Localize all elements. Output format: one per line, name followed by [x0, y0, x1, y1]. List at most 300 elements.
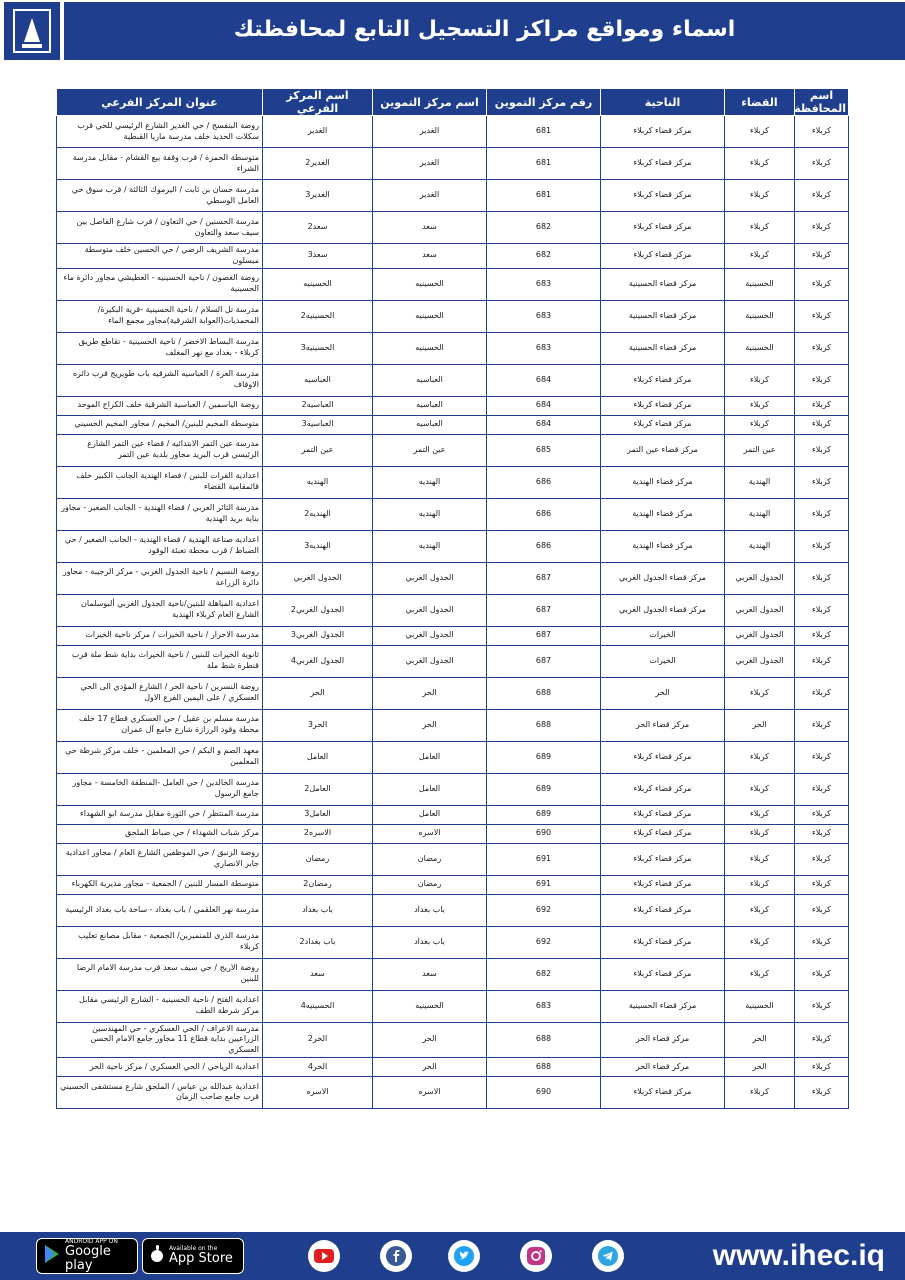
supply-center-number-cell: 683: [487, 300, 601, 332]
supply-center-number-cell: 688: [487, 709, 601, 741]
table-header-row: [57, 89, 849, 116]
supply-center-number-cell: 689: [487, 741, 601, 773]
branch-address-cell: متوسطة المخيم للبنين/ المخيم / مجاور المخيم الحسيني: [57, 415, 263, 434]
supply-center-number-cell: 681: [487, 148, 601, 180]
district-cell: كربلاء: [725, 741, 795, 773]
supply-center-number-cell: 683: [487, 268, 601, 300]
subdistrict-cell: مركز قضاء كربلاء: [601, 180, 725, 212]
supply-center-number-cell: 689: [487, 773, 601, 805]
branch-address-cell: اعدادية الرياحي / الحي العسكري / مركز ناحية الحر: [57, 1057, 263, 1076]
google-play-caption: ANDROID APP ON: [65, 1237, 118, 1245]
branch-center-name-cell: باب بغداد: [263, 894, 373, 926]
supply-center-name-cell: باب بغداد: [373, 926, 487, 958]
supply-center-number-cell: 692: [487, 894, 601, 926]
subdistrict-cell: مركز قضاء كربلاء: [601, 843, 725, 875]
branch-center-name-cell: الهنديه: [263, 466, 373, 498]
governorate-cell: كربلاء: [795, 805, 849, 824]
subdistrict-cell: مركز قضاء الحر: [601, 709, 725, 741]
governorate-cell: كربلاء: [795, 741, 849, 773]
table-row: [57, 466, 849, 498]
app-store-badge[interactable]: [142, 1238, 244, 1274]
telegram-icon[interactable]: [592, 1240, 624, 1272]
table-row: [57, 1076, 849, 1108]
table-row: [57, 498, 849, 530]
district-cell: الحسينية: [725, 990, 795, 1022]
subdistrict-cell: مركز قضاء كربلاء: [601, 958, 725, 990]
supply-center-name-cell: الحسينيه: [373, 300, 487, 332]
subdistrict-cell: مركز قضاء كربلاء: [601, 875, 725, 894]
table-row: [57, 148, 849, 180]
district-cell: كربلاء: [725, 677, 795, 709]
branch-address-cell: مدرسة الذرى للمتميزين/ الجمعية - مقابل مصانع تعليب كربلاء: [57, 926, 263, 958]
branch-address-cell: ثانوية الخيرات للبنين / ناحية الخيرات بداية شط ملة قرب قنطرة شط ملة: [57, 645, 263, 677]
branch-center-name-cell: الجدول الغربي4: [263, 645, 373, 677]
subdistrict-cell: مركز قضاء الحر: [601, 1057, 725, 1076]
table-row: [57, 268, 849, 300]
supply-center-number-cell: 688: [487, 1022, 601, 1057]
supply-center-name-cell: الجدول الغربي: [373, 562, 487, 594]
governorate-cell: كربلاء: [795, 415, 849, 434]
website-link[interactable]: www.ihec.iq: [712, 1239, 885, 1272]
subdistrict-cell: مركز قضاء الهندية: [601, 530, 725, 562]
governorate-cell: كربلاء: [795, 894, 849, 926]
table-row: [57, 824, 849, 843]
governorate-cell: كربلاء: [795, 300, 849, 332]
branch-center-name-cell: العامل: [263, 741, 373, 773]
column-header: عنوان المركز الفرعي: [57, 89, 263, 116]
governorate-cell: كربلاء: [795, 244, 849, 269]
district-cell: كربلاء: [725, 958, 795, 990]
column-header: اسم المركز الفرعي: [263, 89, 373, 116]
branch-center-name-cell: الاسره2: [263, 824, 373, 843]
branch-address-cell: مدرسة الحسنين / حي التعاون / قرب شارع الفاصل بين سيف سعد والتعاون: [57, 212, 263, 244]
table-row: [57, 773, 849, 805]
branch-center-name-cell: سعد3: [263, 244, 373, 269]
table-row: [57, 116, 849, 148]
supply-center-number-cell: 687: [487, 562, 601, 594]
governorate-cell: كربلاء: [795, 364, 849, 396]
table-row: [57, 396, 849, 415]
branch-address-cell: متوسطة المسار للبنين / الجمعية - مجاور مديرية الكهرباء: [57, 875, 263, 894]
branch-center-name-cell: الحسينيه: [263, 268, 373, 300]
supply-center-number-cell: 684: [487, 396, 601, 415]
supply-center-name-cell: الحسينيه: [373, 268, 487, 300]
subdistrict-cell: مركز قضاء الحسينية: [601, 268, 725, 300]
district-cell: كربلاء: [725, 244, 795, 269]
district-cell: الحر: [725, 709, 795, 741]
branch-address-cell: مركز شباب الشهداء / حي ضباط الملحق: [57, 824, 263, 843]
supply-center-number-cell: 681: [487, 116, 601, 148]
subdistrict-cell: مركز قضاء كربلاء: [601, 773, 725, 805]
district-cell: الحسينية: [725, 332, 795, 364]
district-cell: كربلاء: [725, 180, 795, 212]
supply-center-name-cell: عين التمر: [373, 434, 487, 466]
governorate-cell: كربلاء: [795, 1057, 849, 1076]
subdistrict-cell: مركز قضاء كربلاء: [601, 741, 725, 773]
branch-center-name-cell: سعد2: [263, 212, 373, 244]
branch-center-name-cell: الجدول الغربي: [263, 562, 373, 594]
column-header: رقم مركز التموين: [487, 89, 601, 116]
district-cell: الحسينية: [725, 268, 795, 300]
supply-center-name-cell: الحر: [373, 1022, 487, 1057]
table-row: [57, 875, 849, 894]
district-cell: كربلاء: [725, 415, 795, 434]
supply-center-number-cell: 691: [487, 875, 601, 894]
supply-center-number-cell: 685: [487, 434, 601, 466]
governorate-cell: كربلاء: [795, 677, 849, 709]
branch-address-cell: مدرسة الاحرار / ناحية الخيرات / مركز ناحية الخيرات: [57, 626, 263, 645]
table-row: [57, 364, 849, 396]
governorate-cell: كربلاء: [795, 626, 849, 645]
supply-center-number-cell: 687: [487, 594, 601, 626]
district-cell: الحسينية: [725, 300, 795, 332]
table-row: [57, 300, 849, 332]
supply-center-name-cell: العباسيه: [373, 415, 487, 434]
table-row: [57, 180, 849, 212]
footer: [0, 1232, 905, 1280]
governorate-cell: كربلاء: [795, 396, 849, 415]
supply-center-name-cell: الغدير: [373, 180, 487, 212]
governorate-cell: كربلاء: [795, 824, 849, 843]
google-play-icon: [43, 1244, 61, 1268]
supply-center-name-cell: سعد: [373, 244, 487, 269]
district-cell: كربلاء: [725, 116, 795, 148]
branch-center-name-cell: رمضان: [263, 843, 373, 875]
governorate-cell: كربلاء: [795, 990, 849, 1022]
district-cell: كربلاء: [725, 148, 795, 180]
supply-center-number-cell: 682: [487, 958, 601, 990]
branch-center-name-cell: الجدول الغربي2: [263, 594, 373, 626]
supply-center-number-cell: 686: [487, 498, 601, 530]
subdistrict-cell: مركز قضاء كربلاء: [601, 805, 725, 824]
governorate-cell: كربلاء: [795, 709, 849, 741]
subdistrict-cell: مركز قضاء كربلاء: [601, 415, 725, 434]
branch-address-cell: مدرسة الشريف الرضي / حي الحسين خلف متوسطة ميسلون: [57, 244, 263, 269]
district-cell: الجدول الغربي: [725, 562, 795, 594]
supply-center-number-cell: 684: [487, 364, 601, 396]
column-header: الناحية: [601, 89, 725, 116]
youtube-icon[interactable]: [308, 1240, 340, 1272]
subdistrict-cell: مركز قضاء كربلاء: [601, 212, 725, 244]
governorate-cell: كربلاء: [795, 645, 849, 677]
governorate-cell: كربلاء: [795, 875, 849, 894]
supply-center-number-cell: 691: [487, 843, 601, 875]
supply-center-number-cell: 682: [487, 212, 601, 244]
branch-center-name-cell: الحسينيه2: [263, 300, 373, 332]
district-cell: الهندية: [725, 466, 795, 498]
subdistrict-cell: الخيرات: [601, 626, 725, 645]
branch-center-name-cell: الهنديه3: [263, 530, 373, 562]
governorate-cell: كربلاء: [795, 466, 849, 498]
table-row: [57, 332, 849, 364]
branch-center-name-cell: الحر2: [263, 1022, 373, 1057]
supply-center-number-cell: 689: [487, 805, 601, 824]
branch-address-cell: مدرسة تل السلام / ناحية الحسينية -قرية البكيرة/ المحمديات(العوابة الشرقية)مجاور مجمع الماء: [57, 300, 263, 332]
apple-icon: [149, 1244, 165, 1268]
supply-center-name-cell: العباسيه: [373, 396, 487, 415]
district-cell: الحر: [725, 1057, 795, 1076]
supply-center-name-cell: الاسره: [373, 824, 487, 843]
subdistrict-cell: مركز قضاء الحسينية: [601, 300, 725, 332]
branch-center-name-cell: الحر4: [263, 1057, 373, 1076]
branch-address-cell: متوسطة الحمزة / قرب وقفة بيع القشام - مقابل مدرسة الشراء: [57, 148, 263, 180]
branch-center-name-cell: الجدول الغربي3: [263, 626, 373, 645]
supply-center-number-cell: 686: [487, 466, 601, 498]
table-row: [57, 626, 849, 645]
subdistrict-cell: مركز قضاء كربلاء: [601, 824, 725, 843]
subdistrict-cell: مركز قضاء كربلاء: [601, 926, 725, 958]
branch-address-cell: مدرسة الخالدين / حي العامل -المنطقة الخامسة - مجاور جامع الرسول: [57, 773, 263, 805]
branch-address-cell: روضة النسرين / ناحية الحر / الشارع المؤدي الى الحي العسكري / على اليمين الفرع الاول: [57, 677, 263, 709]
supply-center-name-cell: العامل: [373, 805, 487, 824]
table-row: [57, 958, 849, 990]
subdistrict-cell: مركز قضاء كربلاء: [601, 396, 725, 415]
branch-center-name-cell: العباسيه2: [263, 396, 373, 415]
supply-center-number-cell: 690: [487, 1076, 601, 1108]
supply-center-number-cell: 681: [487, 180, 601, 212]
supply-center-name-cell: الحر: [373, 709, 487, 741]
column-header: اسم المحافظة: [795, 89, 849, 116]
governorate-cell: كربلاء: [795, 926, 849, 958]
district-cell: كربلاء: [725, 805, 795, 824]
branch-center-name-cell: باب بغداد2: [263, 926, 373, 958]
supply-center-name-cell: الجدول الغربي: [373, 626, 487, 645]
subdistrict-cell: مركز قضاء عين التمر: [601, 434, 725, 466]
branch-address-cell: روضة البنفسج / حي الغدير الشارع الرئيسي للحي قرب سكلات الحديد خلف مدرسة ماريا القبطية: [57, 116, 263, 148]
district-cell: كربلاء: [725, 773, 795, 805]
table-row: [57, 990, 849, 1022]
branch-center-name-cell: الغدير: [263, 116, 373, 148]
subdistrict-cell: مركز قضاء الحر: [601, 1022, 725, 1057]
google-play-badge[interactable]: [36, 1238, 138, 1274]
centers-table: [56, 88, 849, 1109]
branch-center-name-cell: العامل3: [263, 805, 373, 824]
branch-address-cell: مدرسة عين التمر الابتدائيه / قضاء عين التمر الشارع الرئيسي قرب البريد مجاور بلدية عين التمر: [57, 434, 263, 466]
supply-center-name-cell: الغدير: [373, 148, 487, 180]
table-row: [57, 415, 849, 434]
district-cell: الهندية: [725, 530, 795, 562]
branch-address-cell: مدرسة الاعراف / الحي العسكري - حي المهندسين الزراعيين بداية قطاع 11 مجاور جامع الامام الحسن العسكري: [57, 1022, 263, 1057]
branch-address-cell: روضة الياسمين / العباسية الشرقية خلف الكراج الموحد: [57, 396, 263, 415]
supply-center-name-cell: العباسيه: [373, 364, 487, 396]
branch-address-cell: روضة النسيم / ناحية الجدول الغربي - مركز الرجيبة - مجاور دائرة الزراعة: [57, 562, 263, 594]
supply-center-name-cell: الاسره: [373, 1076, 487, 1108]
district-cell: كربلاء: [725, 364, 795, 396]
header: [0, 0, 905, 62]
page-title: اسماء ومواقع مراكز التسجيل التابع لمحافظتك: [233, 16, 736, 42]
supply-center-name-cell: الغدير: [373, 116, 487, 148]
table-row: [57, 1022, 849, 1057]
supply-center-number-cell: 688: [487, 677, 601, 709]
governorate-cell: كربلاء: [795, 958, 849, 990]
subdistrict-cell: مركز قضاء كربلاء: [601, 244, 725, 269]
supply-center-number-cell: 687: [487, 626, 601, 645]
district-cell: كربلاء: [725, 894, 795, 926]
subdistrict-cell: مركز قضاء كربلاء: [601, 894, 725, 926]
supply-center-name-cell: سعد: [373, 212, 487, 244]
branch-address-cell: مدرسة الثائر العربي / قضاء الهندية - الجانب الصغير - مجاور بناية بريد الهندية: [57, 498, 263, 530]
supply-center-name-cell: الجدول الغربي: [373, 594, 487, 626]
branch-center-name-cell: العامل2: [263, 773, 373, 805]
app-store-label: App Store: [169, 1250, 233, 1266]
table-row: [57, 677, 849, 709]
governorate-cell: كربلاء: [795, 268, 849, 300]
branch-address-cell: معهد الصم و البكم / حي المعلمين - خلف مركز شرطة حي المعلمين: [57, 741, 263, 773]
branch-address-cell: اعدادية صناعة الهندية / قضاء الهندية - الجانب الصغير / حي الضباط / قرب محطة تعبئة الوقود: [57, 530, 263, 562]
table-row: [57, 530, 849, 562]
instagram-icon[interactable]: [520, 1240, 552, 1272]
branch-center-name-cell: سعد: [263, 958, 373, 990]
subdistrict-cell: مركز قضاء كربلاء: [601, 116, 725, 148]
district-cell: كربلاء: [725, 212, 795, 244]
supply-center-name-cell: العامل: [373, 773, 487, 805]
governorate-cell: كربلاء: [795, 562, 849, 594]
supply-center-number-cell: 690: [487, 824, 601, 843]
district-cell: كربلاء: [725, 396, 795, 415]
district-cell: كربلاء: [725, 875, 795, 894]
table-row: [57, 1057, 849, 1076]
governorate-cell: كربلاء: [795, 434, 849, 466]
governorate-cell: كربلاء: [795, 116, 849, 148]
supply-center-name-cell: باب بغداد: [373, 894, 487, 926]
supply-center-number-cell: 692: [487, 926, 601, 958]
subdistrict-cell: مركز قضاء الجدول الغربي: [601, 562, 725, 594]
district-cell: الجدول الغربي: [725, 594, 795, 626]
governorate-cell: كربلاء: [795, 498, 849, 530]
branch-center-name-cell: العباسيه3: [263, 415, 373, 434]
governorate-cell: كربلاء: [795, 180, 849, 212]
ihec-logo-icon: [4, 2, 60, 60]
column-header: القضاء: [725, 89, 795, 116]
table-row: [57, 894, 849, 926]
branch-center-name-cell: الاسره: [263, 1076, 373, 1108]
district-cell: كربلاء: [725, 926, 795, 958]
subdistrict-cell: مركز قضاء كربلاء: [601, 148, 725, 180]
branch-center-name-cell: الغدير3: [263, 180, 373, 212]
table-row: [57, 926, 849, 958]
branch-address-cell: مدرسة العزة / العباسيه الشرقيه باب طويريج قرب دائره الاوقاف: [57, 364, 263, 396]
governorate-cell: كربلاء: [795, 773, 849, 805]
branch-address-cell: اعدادية الفتح / ناحية الحسينية - الشارع الرئيسي مقابل مركز شرطة الطف: [57, 990, 263, 1022]
branch-address-cell: روضة الغصون / ناحية الحسينيه - العطيشي مجاور دائرة ماء الحسينية: [57, 268, 263, 300]
branch-address-cell: مدرسة نهر العلقمي / باب بغداد - ساحة باب بغداد الرئيسية: [57, 894, 263, 926]
supply-center-number-cell: 687: [487, 645, 601, 677]
governorate-cell: كربلاء: [795, 332, 849, 364]
supply-center-name-cell: الهنديه: [373, 466, 487, 498]
branch-center-name-cell: الحر: [263, 677, 373, 709]
facebook-icon[interactable]: [380, 1240, 412, 1272]
governorate-cell: كربلاء: [795, 1076, 849, 1108]
supply-center-number-cell: 682: [487, 244, 601, 269]
governorate-cell: كربلاء: [795, 530, 849, 562]
branch-center-name-cell: العباسيه: [263, 364, 373, 396]
subdistrict-cell: مركز قضاء الحسينية: [601, 332, 725, 364]
table-row: [57, 709, 849, 741]
branch-address-cell: مدرسة البساط الاخضر / ناحية الحسينية - تقاطع طريق كربلاء - بغداد مع نهر المغلف: [57, 332, 263, 364]
subdistrict-cell: الحر: [601, 677, 725, 709]
branch-center-name-cell: الهنديه2: [263, 498, 373, 530]
branch-address-cell: روضة الزنبق / حي الموظفين الشارع العام / مجاور اعدادية جابر الانصاري: [57, 843, 263, 875]
district-cell: الجدول الغربي: [725, 645, 795, 677]
centers-table-container: [56, 88, 848, 1109]
table-row: [57, 434, 849, 466]
supply-center-name-cell: سعد: [373, 958, 487, 990]
branch-address-cell: مدرسة حسان بن ثابت / اليرموك الثالثة / قرب سوق حي العامل الوسطي: [57, 180, 263, 212]
supply-center-name-cell: الحر: [373, 677, 487, 709]
table-row: [57, 805, 849, 824]
app-store-caption: Available on the: [169, 1244, 218, 1252]
branch-center-name-cell: عين التمر: [263, 434, 373, 466]
subdistrict-cell: مركز قضاء الهندية: [601, 466, 725, 498]
branch-center-name-cell: الحسينيه3: [263, 332, 373, 364]
governorate-cell: كربلاء: [795, 1022, 849, 1057]
governorate-cell: كربلاء: [795, 212, 849, 244]
supply-center-number-cell: 686: [487, 530, 601, 562]
supply-center-name-cell: رمضان: [373, 843, 487, 875]
supply-center-name-cell: الحسينيه: [373, 332, 487, 364]
supply-center-name-cell: الهنديه: [373, 530, 487, 562]
governorate-cell: كربلاء: [795, 843, 849, 875]
supply-center-number-cell: 683: [487, 332, 601, 364]
supply-center-name-cell: رمضان: [373, 875, 487, 894]
google-play-label: Google play: [65, 1243, 111, 1273]
subdistrict-cell: مركز قضاء كربلاء: [601, 1076, 725, 1108]
district-cell: الجدول الغربي: [725, 626, 795, 645]
table-row: [57, 244, 849, 269]
table-row: [57, 562, 849, 594]
district-cell: كربلاء: [725, 824, 795, 843]
table-body: [57, 116, 849, 1109]
branch-center-name-cell: الغدير2: [263, 148, 373, 180]
branch-address-cell: روضة الاريج / حي سيف سعد قرب مدرسة الامام الرضا للبنين: [57, 958, 263, 990]
supply-center-number-cell: 683: [487, 990, 601, 1022]
table-row: [57, 741, 849, 773]
supply-center-name-cell: الجدول الغربي: [373, 645, 487, 677]
branch-address-cell: مدرسة المنتظر / حي الثورة مقابل مدرسة ابو الشهداء: [57, 805, 263, 824]
twitter-icon[interactable]: [448, 1240, 480, 1272]
subdistrict-cell: مركز قضاء الهندية: [601, 498, 725, 530]
supply-center-name-cell: الحسينيه: [373, 990, 487, 1022]
district-cell: الهندية: [725, 498, 795, 530]
table-row: [57, 843, 849, 875]
supply-center-number-cell: 688: [487, 1057, 601, 1076]
branch-center-name-cell: رمضان2: [263, 875, 373, 894]
district-cell: الحر: [725, 1022, 795, 1057]
branch-center-name-cell: الحر3: [263, 709, 373, 741]
column-header: اسم مركز التموين: [373, 89, 487, 116]
governorate-cell: كربلاء: [795, 148, 849, 180]
table-row: [57, 645, 849, 677]
branch-center-name-cell: الحسينيه4: [263, 990, 373, 1022]
governorate-cell: كربلاء: [795, 594, 849, 626]
supply-center-name-cell: الحر: [373, 1057, 487, 1076]
table-row: [57, 212, 849, 244]
branch-address-cell: اعدادية الفرات للبنين / قضاء الهندية الجانب الكبير خلف قائمقامية القضاء: [57, 466, 263, 498]
subdistrict-cell: مركز قضاء الحسينية: [601, 990, 725, 1022]
subdistrict-cell: مركز قضاء الجدول الغربي: [601, 594, 725, 626]
branch-address-cell: اعدادية المباهلة للبنين/ناحية الجدول الغربي ألبوسلمان الشارع العام كربلاء الهندية: [57, 594, 263, 626]
supply-center-name-cell: الهنديه: [373, 498, 487, 530]
subdistrict-cell: الخيرات: [601, 645, 725, 677]
branch-address-cell: مدرسة مسلم بن عقيل / حي العسكري قطاع 17 خلف محطة وقود الرزازة شارع جامع آل عمران: [57, 709, 263, 741]
district-cell: عين التمر: [725, 434, 795, 466]
table-row: [57, 594, 849, 626]
subdistrict-cell: مركز قضاء كربلاء: [601, 364, 725, 396]
district-cell: كربلاء: [725, 843, 795, 875]
supply-center-number-cell: 684: [487, 415, 601, 434]
district-cell: كربلاء: [725, 1076, 795, 1108]
supply-center-name-cell: العامل: [373, 741, 487, 773]
